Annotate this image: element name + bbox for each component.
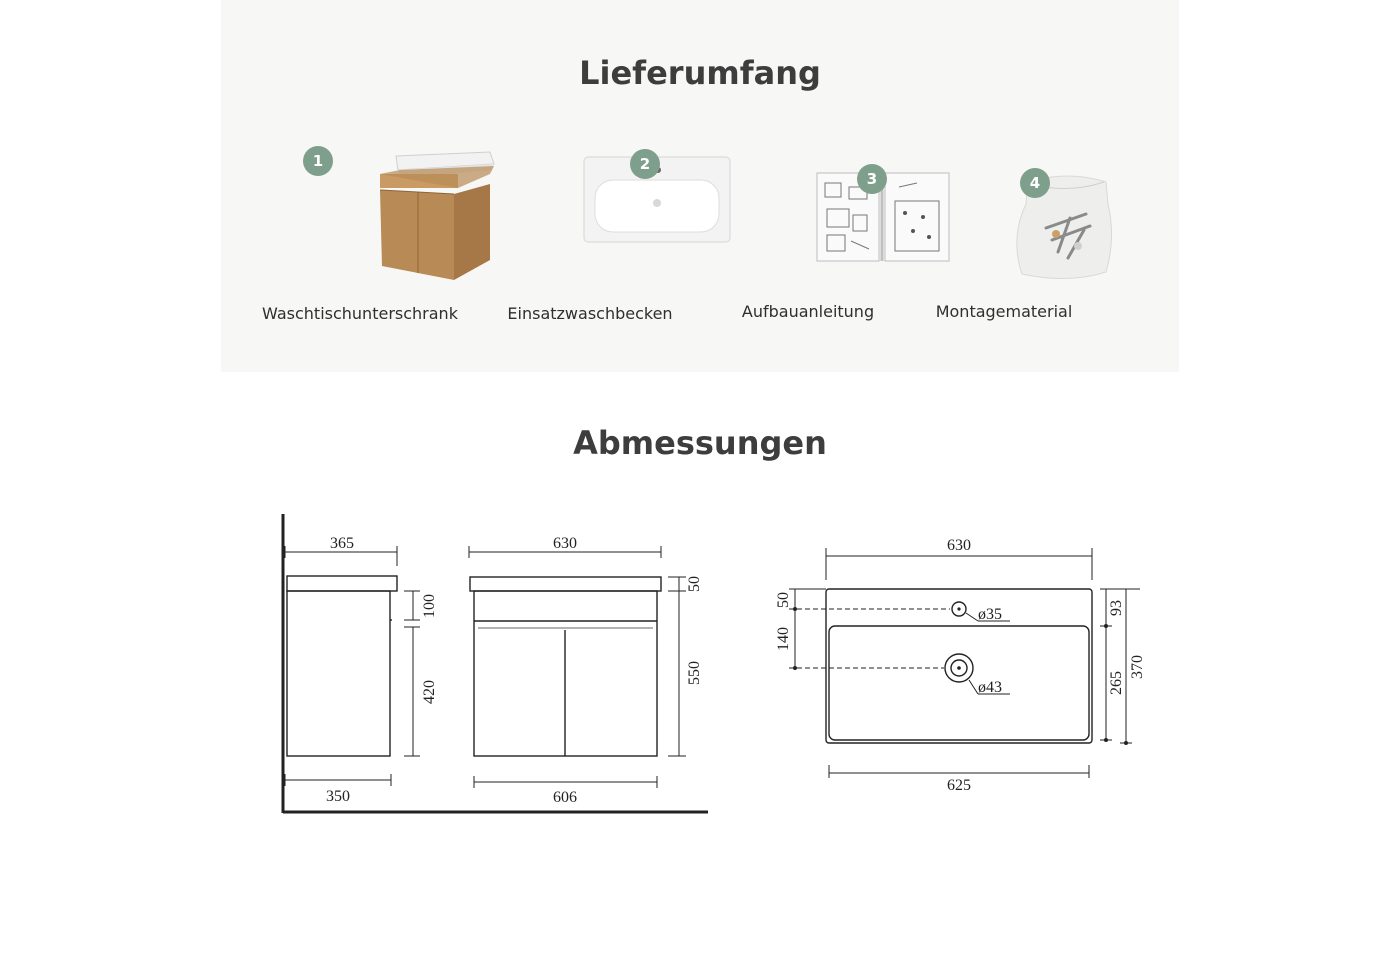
item-number-badge: 4: [1020, 168, 1050, 198]
front-width-top-label: 630: [553, 535, 577, 552]
item-label: Waschtischunterschrank: [262, 304, 458, 323]
item-number-badge: 3: [857, 164, 887, 194]
front-top-height-label: 50: [686, 576, 703, 592]
front-total-height-label: 550: [686, 661, 703, 685]
item-number-badge: 2: [630, 149, 660, 179]
basin-width-bottom-label: 625: [947, 777, 971, 794]
item-label: Aufbauanleitung: [741, 302, 875, 321]
item-label: Einsatzwaschbecken: [507, 304, 673, 323]
item-number-badge: 1: [303, 146, 333, 176]
basin-tap-hole-label: ø35: [978, 606, 1002, 623]
basin-inner-top-label: 93: [1108, 600, 1125, 616]
basin-width-top-label: 630: [947, 537, 971, 554]
basin-drain-hole-label: ø43: [978, 679, 1002, 696]
basin-drain-offset-label: 140: [775, 627, 792, 651]
basin-inner-depth-label: 265: [1108, 671, 1125, 695]
front-width-bottom-label: 606: [553, 789, 577, 806]
delivery-title: Lieferumfang: [579, 54, 821, 92]
side-depth-bottom-label: 350: [326, 788, 350, 805]
basin-tap-offset-label: 50: [775, 592, 792, 608]
basin-depth-label: 370: [1129, 655, 1146, 679]
side-body-height-label: 420: [421, 680, 438, 704]
side-top-height-label: 100: [421, 594, 438, 618]
dimensions-title: Abmessungen: [573, 424, 827, 462]
side-depth-top-label: 365: [330, 535, 354, 552]
item-label: Montagematerial: [935, 302, 1073, 321]
